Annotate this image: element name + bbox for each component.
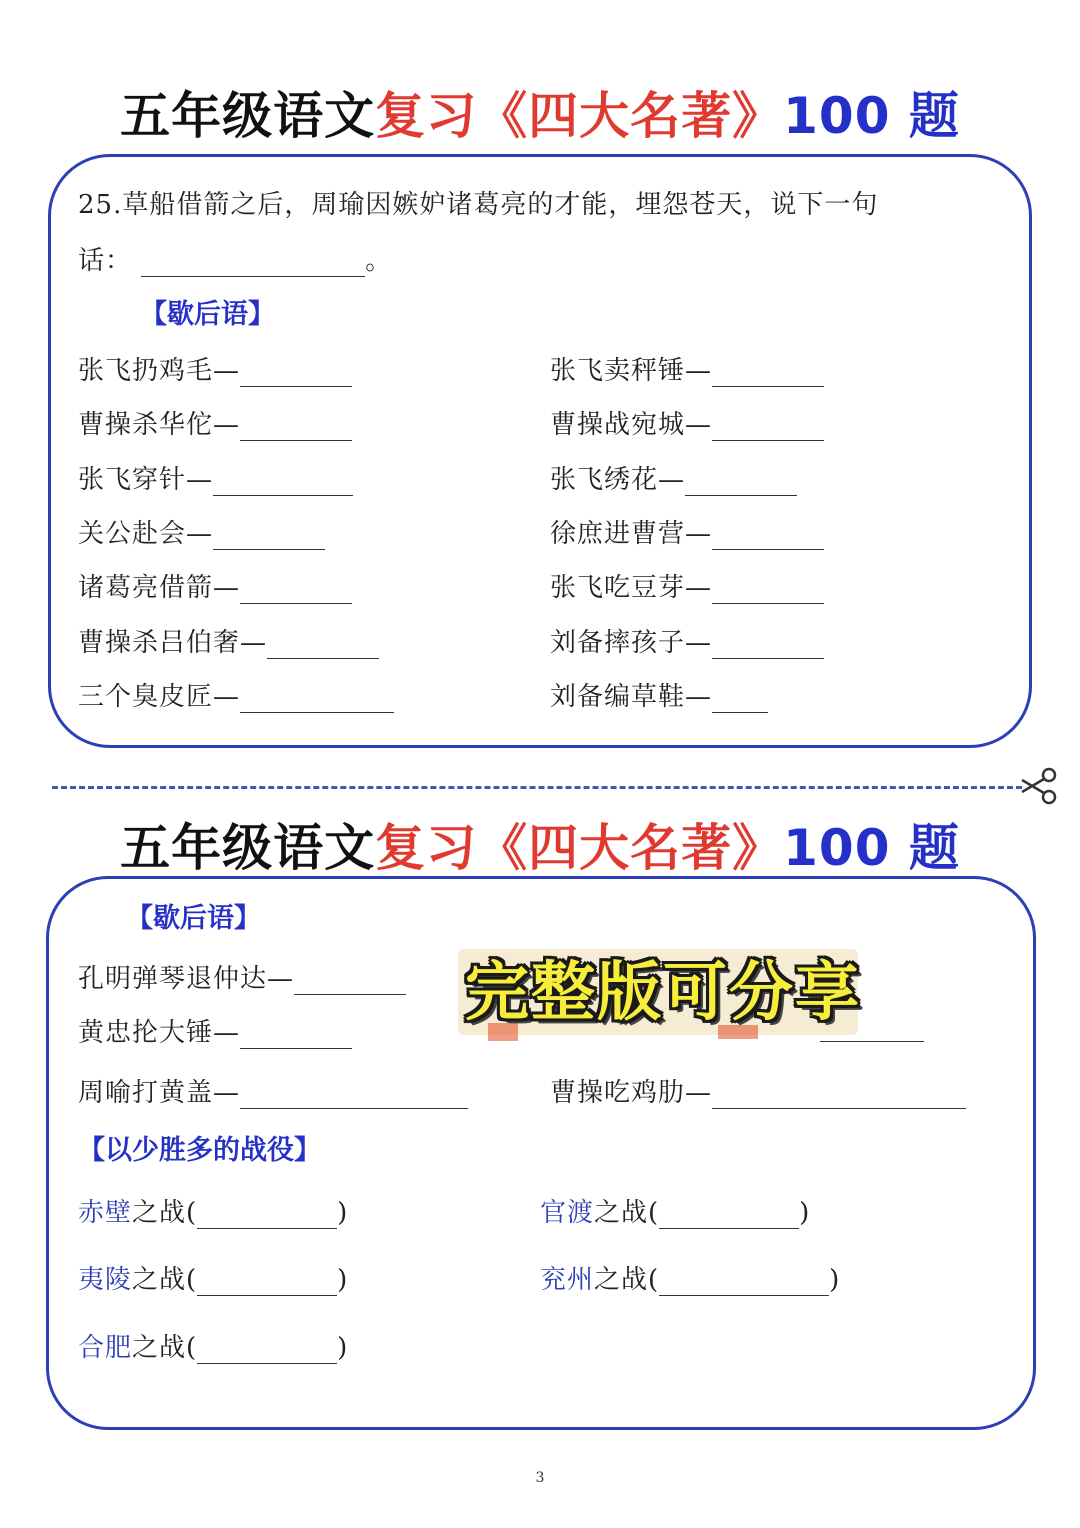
paren-close: )	[799, 1198, 811, 1228]
riddle-item	[78, 350, 352, 387]
answer-blank[interactable]	[685, 469, 797, 496]
cut-line	[52, 786, 1022, 789]
paren-close: )	[337, 1198, 349, 1228]
answer-blank[interactable]	[267, 632, 379, 659]
riddle-label: 刘备摔孩子—	[550, 628, 713, 658]
answer-blank[interactable]	[659, 1269, 829, 1296]
answer-blank[interactable]	[659, 1202, 799, 1229]
battle-name: 合肥	[78, 1333, 133, 1363]
paren-close: )	[829, 1265, 841, 1295]
riddle-item	[78, 404, 352, 441]
battle-suffix: 之战(	[132, 1198, 198, 1228]
title-part1: 五年级语文	[120, 87, 376, 145]
riddle-item	[550, 1072, 966, 1109]
answer-blank[interactable]	[213, 523, 325, 550]
riddle-label: 孔明弹琴退仲达—	[78, 964, 295, 994]
riddle-label: 关公赴会—	[78, 519, 214, 549]
riddle-label: 三个臭皮匠—	[78, 682, 241, 712]
riddle-label: 刘备编草鞋—	[550, 682, 713, 712]
page-title-bottom	[0, 808, 1080, 880]
riddle-label: 张飞穿针—	[78, 465, 214, 495]
riddle-label: 黄忠抡大锤—	[78, 1018, 241, 1048]
answer-blank[interactable]	[213, 469, 353, 496]
question-25-line1: 25.草船借箭之后，周瑜因嫉妒诸葛亮的才能，埋怨苍天，说下一句	[78, 190, 879, 220]
riddle-item	[550, 567, 824, 604]
page-title-top	[0, 76, 1080, 148]
question-25-suffix: 。	[365, 246, 393, 276]
riddle-item	[78, 1072, 468, 1109]
answer-blank[interactable]	[294, 968, 406, 995]
answer-blank[interactable]	[240, 360, 352, 387]
riddle-item	[550, 404, 824, 441]
answer-blank[interactable]	[141, 250, 365, 277]
title-part2: 复习《四大名著》	[375, 87, 784, 145]
paren-close: )	[337, 1265, 349, 1295]
answer-blank[interactable]	[240, 1082, 468, 1109]
answer-blank[interactable]	[197, 1337, 337, 1364]
riddle-label: 曹操战宛城—	[550, 410, 713, 440]
riddle-item	[78, 676, 394, 713]
answer-blank[interactable]	[712, 414, 824, 441]
riddle-item	[78, 958, 406, 995]
battle-item	[78, 1192, 348, 1229]
battle-item	[540, 1259, 840, 1296]
answer-blank[interactable]	[712, 1082, 966, 1109]
answer-blank[interactable]	[240, 1022, 352, 1049]
riddle-label: 张飞绣花—	[550, 465, 686, 495]
battle-name: 夷陵	[78, 1265, 133, 1295]
title-part2: 复习《四大名著》	[375, 819, 784, 877]
section-heading-xiehouyu: 【歇后语】	[140, 299, 275, 330]
answer-blank[interactable]	[712, 686, 768, 713]
question-25-line2	[78, 240, 392, 277]
riddle-label: 张飞吃豆芽—	[550, 573, 713, 603]
riddle-item	[78, 567, 352, 604]
answer-blank[interactable]	[197, 1202, 337, 1229]
riddle-label: 周喻打黄盖—	[78, 1078, 241, 1108]
page-number: 3	[535, 1470, 545, 1486]
answer-blank[interactable]	[240, 414, 352, 441]
battle-suffix: 之战(	[594, 1265, 660, 1295]
answer-blank[interactable]	[712, 523, 824, 550]
battle-item	[540, 1192, 810, 1229]
riddle-label: 曹操杀华佗—	[78, 410, 241, 440]
answer-blank[interactable]	[240, 686, 394, 713]
battle-item	[78, 1259, 348, 1296]
riddle-item	[550, 350, 824, 387]
answer-blank[interactable]	[712, 577, 824, 604]
riddle-label: 张飞扔鸡毛—	[78, 356, 241, 386]
riddle-item	[550, 513, 824, 550]
answer-blank[interactable]	[712, 632, 824, 659]
riddle-item	[78, 513, 325, 550]
riddle-item	[78, 459, 353, 496]
title-part1: 五年级语文	[120, 819, 376, 877]
section-heading-xiehouyu: 【歇后语】	[126, 903, 261, 934]
riddle-label: 曹操杀吕伯奢—	[78, 628, 268, 658]
answer-blank[interactable]	[712, 360, 824, 387]
section-heading-battles: 【以少胜多的战役】	[78, 1135, 321, 1166]
battle-suffix: 之战(	[132, 1333, 198, 1363]
overlay-text: 完整版可分享	[465, 956, 861, 1030]
share-overlay-banner	[448, 945, 878, 1041]
riddle-item	[78, 622, 379, 659]
battle-suffix: 之战(	[132, 1265, 198, 1295]
riddle-label: 徐庶进曹营—	[550, 519, 713, 549]
answer-blank[interactable]	[240, 577, 352, 604]
battle-item	[78, 1327, 348, 1364]
battle-name: 官渡	[540, 1198, 595, 1228]
answer-blank[interactable]	[197, 1269, 337, 1296]
battle-suffix: 之战(	[594, 1198, 660, 1228]
riddle-label: 张飞卖秤锤—	[550, 356, 713, 386]
battle-name: 兖州	[540, 1265, 595, 1295]
riddle-label: 曹操吃鸡肋—	[550, 1078, 713, 1108]
riddle-item	[550, 622, 824, 659]
riddle-item	[550, 459, 797, 496]
riddle-item	[78, 1012, 352, 1049]
title-part3: 100 题	[783, 819, 960, 877]
scissors-icon	[1016, 764, 1060, 808]
paren-close: )	[337, 1333, 349, 1363]
riddle-label: 诸葛亮借箭—	[78, 573, 241, 603]
riddle-item	[550, 676, 768, 713]
battle-name: 赤壁	[78, 1198, 133, 1228]
title-part3: 100 题	[783, 87, 960, 145]
question-25-prefix: 话：	[78, 246, 133, 276]
